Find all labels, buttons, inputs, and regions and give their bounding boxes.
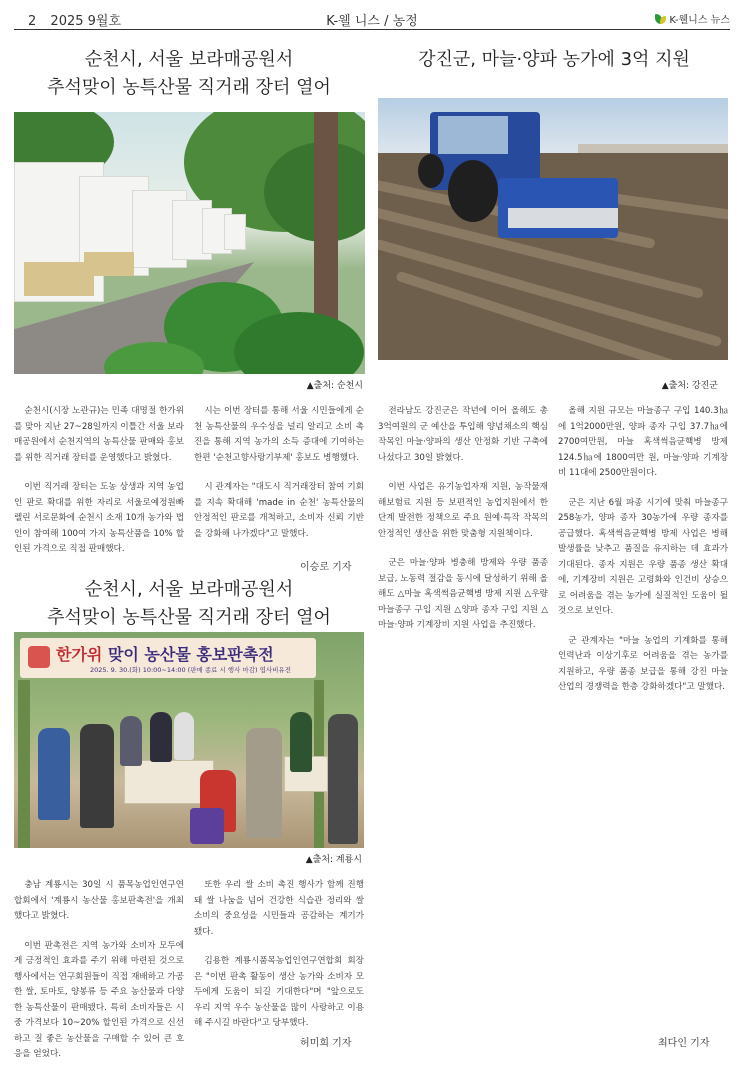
- article1-byline: 이승로 기자: [300, 562, 352, 573]
- page-number: 2: [28, 14, 37, 29]
- article2-paragraph: 이번 판촉전은 지역 농가와 소비자 모두에게 긍정적인 효과를 주기 위해 마련된 것으로 행사에서는 연구회원들이 직접 재배하고 가공한 쌀, 토마토, 양봉류 등 주요 농산물과 다양한 농특산물이 판매됐다. 특히 소비자들은 시중 가격보다 10~20% 할인된 가격으로 신선하고 질 좋은 농산물을 구매할 수 있어 큰 호응을 얻었다.: [14, 940, 184, 1059]
- article1-photo: [14, 112, 365, 374]
- banner-headline: 한가위 맞이 농산물 홍보판촉전: [56, 645, 274, 664]
- article3-paragraph: 군은 지난 6월 파종 시기에 맞춰 마늘종구 258농가, 양파 종자 30농가에 우량 종자를 공급했다. 혹색썩음균핵병 방제 사업은 병해 발생률을 낮추고 품질을 유지하는 데 효과가 기대된다. 종자 지원은 우량 품종 생산 확대에, 기계장비 지원은 고령화와 인건비 상승으로 어려움을 겪는 농가에 실질적인 도움이 될 것으로 보인다.: [558, 497, 728, 616]
- article3-paragraph: 올해 지원 규모는 마늘종구 구입 140.3㏊에 1억2000만원, 양파 종자 구입 37.7㏊에 2700여만원, 마늘 혹색썩음균핵병 방제 124.5㏊에 1800여만 원, 마늘·양파 기계장비 11대에 2500만원이다.: [558, 406, 728, 478]
- article3-photo: [378, 98, 728, 360]
- article2-photo: [14, 632, 364, 848]
- article2-column1: [14, 878, 184, 1071]
- article3-paragraph: 전라남도 강진군은 작년에 이어 올해도 총 3억여원의 군 예산을 투입해 양념채소의 핵심 작목인 마늘·양파의 생산 안정화 기반 구축에 나섰다고 30일 밝혔다.: [378, 406, 548, 463]
- article3-byline: 최다인 기자: [658, 1038, 710, 1049]
- article2-paragraph: 김용한 계룡시품목농업인연구연합회 회장은 "이번 판촉 활동이 생산 농가와 소비자 모두에게 도움이 되길 기대한다"며 "앞으로도 우리 지역 우수 농산물을 많이 사랑하고 이용해 주시길 바란다"고 당부했다.: [194, 956, 364, 1028]
- article1-paragraph: 이번 직거래 장터는 도농 상생과 지역 농업인 판로 확대를 위한 자리로 서울로예정원빠렐린 서로문화에 순천시 소재 10개 농가와 법인이 참여해 100여 가지 농특산품을 10% 할인된 가격으로 직접 판매했다.: [14, 482, 184, 554]
- article1-paragraph: 순천시(시장 노관규)는 민족 대명절 한가위를 맞아 지난 27~28일까지 이틀간 서울 보라매공원에서 순천지역의 농특산물 판매와 홍보를 위한 직거래 장터를 운영했다고 밝혔다.: [14, 406, 184, 463]
- article1-photo-caption: ▲출처: 순천시: [306, 381, 363, 391]
- festival-banner: [20, 638, 316, 678]
- logo-text: K-웰니스 뉴스: [669, 15, 730, 26]
- article1-title-line2: 추석맞이 농특산물 직거래 장터 열어: [47, 77, 331, 98]
- publication-logo: [655, 11, 730, 26]
- article3-column2: [558, 404, 728, 710]
- article3-paragraph: 군은 마늘·양파 병충해 방제와 우량 품종 보급, 노동력 절감을 동시에 달성하기 위해 올해도 △마늘 혹색썩음균핵병 방제 지원 △우량 마늘종구 구입 지원 △양파 종자 구입 지원 △마늘·양파 기계장비 지원 사업을 추진했다.: [378, 558, 548, 630]
- article2-column2: [194, 878, 364, 1046]
- section-title: K-웰 니스 / 농정: [326, 14, 418, 29]
- article2-title-line2: 추석맞이 농특산물 직거래 장터 열어: [47, 607, 331, 628]
- article1-paragraph: 시 관계자는 "대도시 직거래장터 참여 기회를 지속 확대해 'made in 순천' 농특산물의 안정적인 판로를 개척하고, 소비자 신뢰 기반을 강화해 나가겠다"고 말했다.: [194, 482, 364, 539]
- article3-photo-caption: ▲출처: 강진군: [661, 381, 718, 391]
- banner-subtitle: 2025. 9. 30.(화) 10:00~14:00 (판매 종료 시 행사 마감) 엽사비유전: [90, 666, 291, 674]
- article2-photo-caption: ▲출처: 계룡시: [305, 855, 362, 865]
- page-header: [14, 8, 730, 30]
- article1-column1: [14, 404, 184, 572]
- article2-title-line1: 순천시, 서울 보라매공원서: [84, 579, 294, 600]
- article2-paragraph: 충남 계룡시는 30일 시 품목농업인연구연합회에서 '계룡시 농산물 홍보판촉전'을 개최했다고 밝혔다.: [14, 880, 184, 921]
- article2-paragraph: 또한 우리 쌀 소비 촉진 행사가 함께 진행돼 쌀 나눔을 넘어 건강한 식습관 정리와 쌀 소비의 중요성을 시민들과 공감하는 계기가 됐다.: [194, 880, 364, 937]
- article3-paragraph: 군 관계자는 "마늘 농업의 기계화를 통해 인력난과 이상기후로 어려움을 겪는 농가를 지원하고, 우량 품종 보급을 통해 강진 마늘 산업의 경쟁력을 한층 강화하겠다"고 말했다.: [558, 635, 728, 692]
- article3-column1: [378, 404, 548, 648]
- article3-paragraph: 이번 사업은 유기농업자재 지원, 농작물재해보험료 지원 등 보편적인 농업지원에서 한 단계 발전한 정책으로 주요 원예·특작 작목의 안정적인 생산을 위한 맞춤형 지원책이다.: [378, 482, 548, 539]
- article2-title: [14, 576, 364, 632]
- article1-column2: [194, 404, 364, 556]
- article1-title: [14, 46, 364, 102]
- banner-logo-icon: [28, 646, 50, 668]
- article3-title: 강진군, 마늘·양파 농가에 3억 지원: [418, 49, 690, 70]
- article1-title-line1: 순천시, 서울 보라매공원서: [84, 49, 294, 70]
- issue-date: 2025 9월호: [50, 14, 122, 29]
- article2-byline: 허미희 기자: [300, 1038, 352, 1049]
- leaf-logo-icon: [655, 13, 667, 25]
- article1-paragraph: 시는 이번 장터를 통해 서울 시민들에게 순천 농특산물의 우수성을 널리 알리고 소비 촉진을 통해 지역 농가의 소득 증대에 기여하는 한편 '순천고향사랑기부제' 홍보도 병행했다.: [194, 406, 364, 463]
